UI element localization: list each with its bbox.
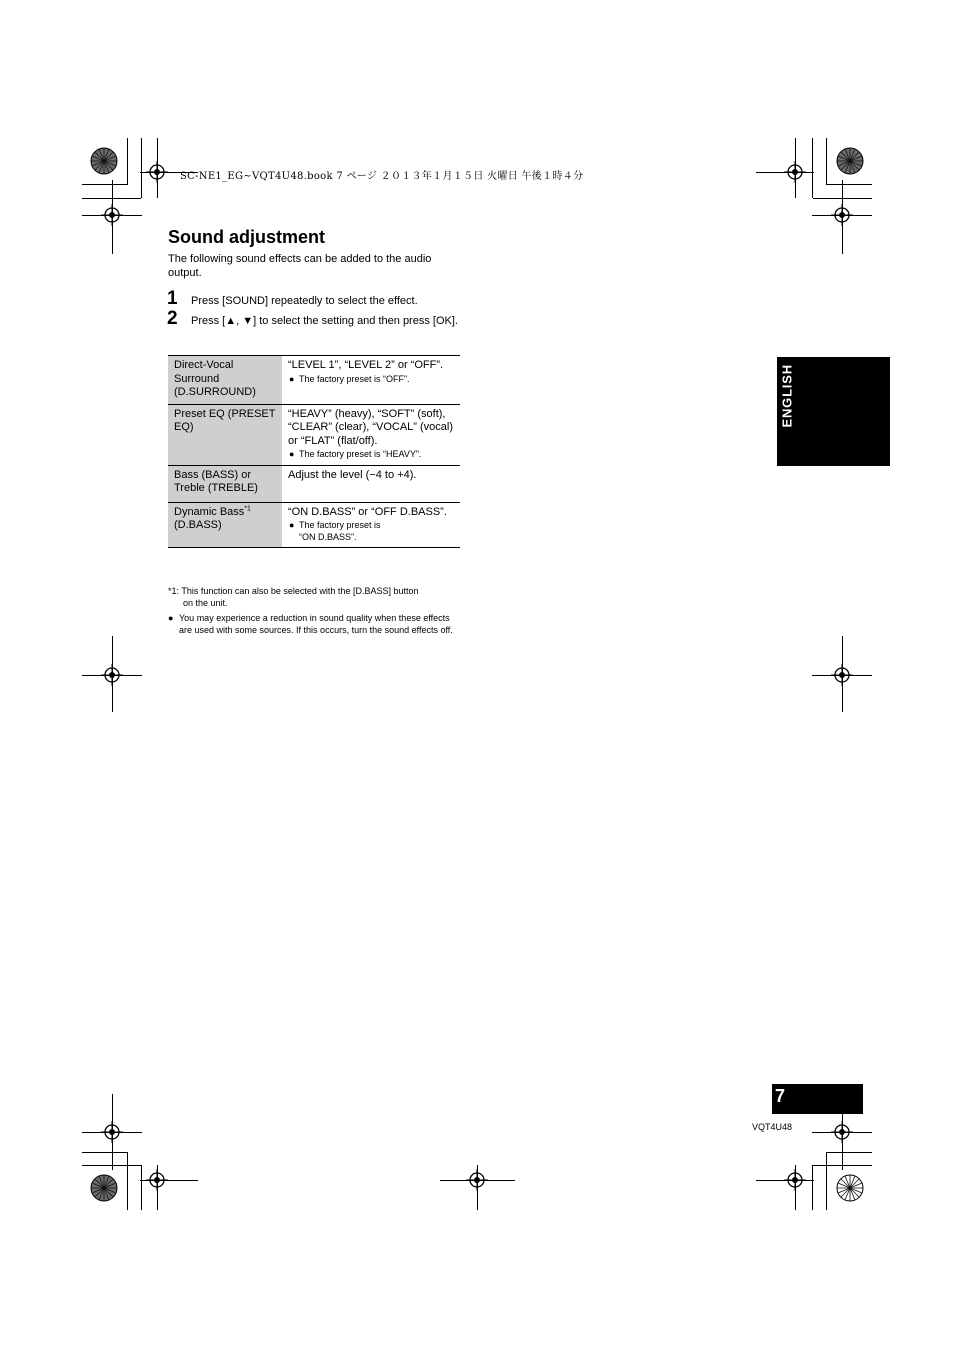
starburst-icon [90,1174,118,1202]
registration-mark-icon [831,1121,853,1143]
registration-mark-icon [831,204,853,226]
sound-settings-table [168,355,460,548]
registration-mark-icon [146,1169,168,1191]
footnote-ref: *1 [244,504,251,512]
bullet-icon: ● [289,449,295,459]
step-number: 1 [167,288,178,309]
registration-mark-icon [101,204,123,226]
factory-preset-note [288,374,454,386]
setting-label: Preset EQ (PRESET EQ) [168,404,282,465]
note-text: The factory preset is “OFF”. [299,373,410,384]
footnote [168,585,460,609]
footnote-line: *1: This function can also be selected with the [D.BASS] button [168,586,419,596]
step-number: 2 [167,308,178,329]
note-text: The factory preset is “HEAVY”. [299,449,422,459]
registration-mark-icon [101,664,123,686]
table-row [168,404,460,465]
table-row [168,465,460,502]
registration-mark-icon [831,664,853,686]
factory-preset-note [288,449,454,461]
setting-value: Adjust the level (−4 to +4). [288,468,417,481]
page-number-box [772,1084,863,1114]
setting-label: Dynamic Bass [174,505,245,518]
bullet-icon: ● [289,520,295,530]
step-text: Press [SOUND] repeatedly to select the effect. [191,295,418,307]
bullet-icon: ● [289,373,295,384]
print-file-header: SC-NE1_EG~VQT4U48.book 7 ページ ２０１３年１月１５日 火曜日 午後１時４分 [180,171,584,182]
sound-quality-note [168,612,460,636]
setting-label: Direct-Vocal Surround (D.SURROUND) [168,356,282,405]
registration-mark-icon [101,1121,123,1143]
table-row [168,356,460,405]
note-text: You may experience a reduction in sound quality when these effects are used with some sources. If this occurs, turn the sound effects off. [179,613,453,635]
setting-value-cell [282,465,460,502]
document-code: VQT4U48 [752,1122,793,1132]
setting-label-code: (D.BASS) [174,519,222,531]
note-text: The factory preset is “ON D.BASS”. [299,520,381,542]
language-label [780,398,795,428]
setting-value: “ON D.BASS” or “OFF D.BASS”. [288,505,447,518]
setting-value-cell [282,356,460,405]
starburst-icon [836,147,864,175]
page-number: 7 [775,1086,786,1106]
setting-value: “HEAVY” (heavy), “SOFT” (soft), “CLEAR” (clear), “VOCAL” (vocal) or “FLAT” (flat/off). [288,407,454,447]
starburst-icon [90,147,118,175]
setting-value: “LEVEL 1”, “LEVEL 2” or “OFF”. [288,359,444,371]
factory-preset-note [288,520,399,543]
table-row [168,502,460,548]
registration-mark-icon [466,1169,488,1191]
setting-label-cell [168,502,282,548]
step-text: Press [▲, ▼] to select the setting and then press [OK]. [191,315,458,327]
starburst-icon [836,1174,864,1202]
registration-mark-icon [146,161,168,183]
bullet-icon: ● [168,613,174,623]
registration-mark-icon [784,1169,806,1191]
footnote-line: on the unit. [183,598,228,608]
setting-label: Bass (BASS) or Treble (TREBLE) [168,465,282,502]
setting-value-cell [282,502,460,548]
section-intro: The following sound effects can be added to the audio output. [168,253,432,279]
setting-value-cell [282,404,460,465]
section-title: Sound adjustment [168,227,325,247]
registration-mark-icon [784,161,806,183]
